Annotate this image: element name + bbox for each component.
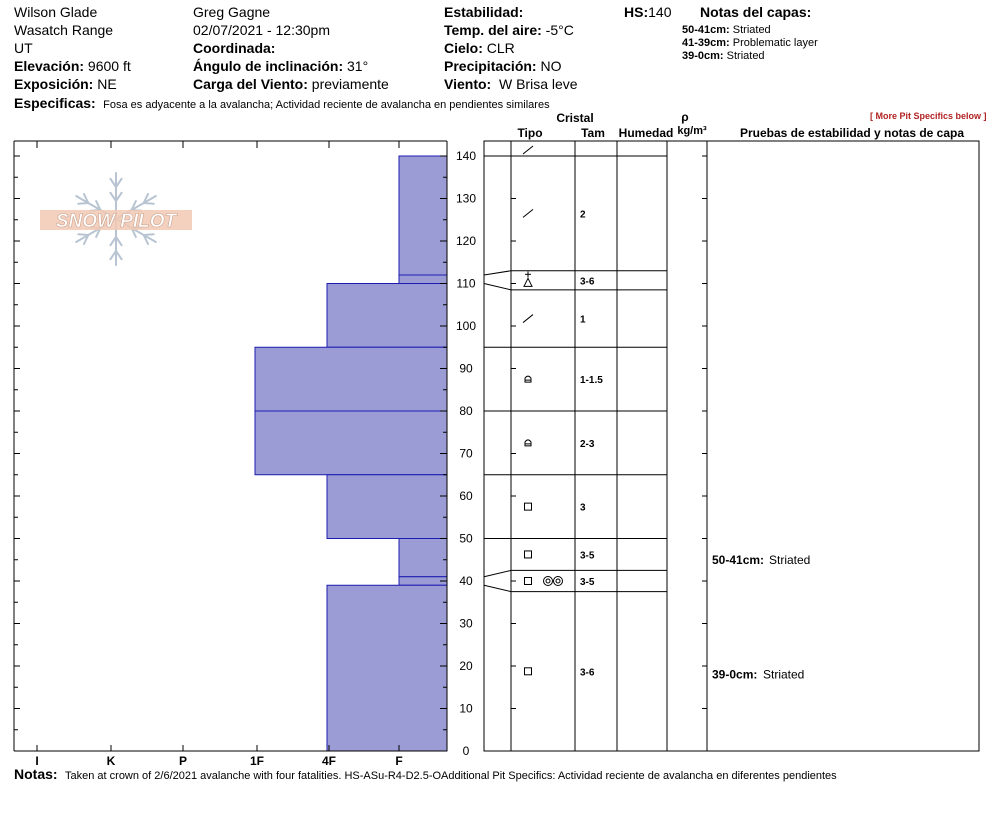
flake-branch xyxy=(78,203,88,204)
hardness-layer-bar xyxy=(399,577,447,586)
col-humedad: Humedad xyxy=(618,126,674,140)
logo-text: SNOW PILOT xyxy=(55,211,177,232)
grain-symbol-facet xyxy=(525,668,532,675)
grain-size-label: 3-5 xyxy=(580,550,595,562)
grain-size-label: 3-6 xyxy=(580,667,595,679)
grain-symbol-dash xyxy=(523,146,533,154)
grain-size-label: 3-5 xyxy=(580,577,595,588)
layer-note-text: Problematic layer xyxy=(732,37,818,49)
location: Wilson Glade xyxy=(14,4,98,20)
col-tipo: Tipo xyxy=(517,126,543,140)
observer: Greg Gagne xyxy=(193,4,271,20)
grain-symbol-melt xyxy=(544,577,553,586)
precip-label: Precipitación: xyxy=(444,58,537,74)
hardness-tick-label: 1F xyxy=(249,754,265,768)
table-frame xyxy=(484,141,979,751)
hardness-tick-label: K xyxy=(106,754,116,768)
stability-label: Estabilidad: xyxy=(444,4,524,20)
col-tests: Pruebas de estabilidad y notas de capa xyxy=(739,126,965,140)
grain-table xyxy=(484,141,979,751)
air-temp-label: Temp. del aire: xyxy=(444,22,542,38)
hardness-tick-label: F xyxy=(395,754,403,768)
grain-symbol-melt-inner xyxy=(546,579,550,583)
depth-tick-label: 40 xyxy=(459,574,473,588)
grain-symbol-facet xyxy=(525,578,532,585)
test-note-depth: 39-0cm: xyxy=(712,667,758,682)
hardness-tick-label: P xyxy=(178,754,188,768)
hardness-layer-bar xyxy=(399,275,447,284)
grain-symbol-rounded xyxy=(525,440,531,446)
sky-value: CLR xyxy=(486,40,515,56)
layer-boundary-connector xyxy=(484,284,511,290)
hs-value: 140 xyxy=(648,4,672,20)
hardness-tick-label: 4F xyxy=(321,754,337,768)
col-cristal: Cristal xyxy=(556,111,594,125)
depth-tick-label: 120 xyxy=(455,234,477,248)
layer-boundary-connector xyxy=(484,570,511,576)
depth-tick-label: 110 xyxy=(456,276,476,291)
test-note-text: Striated xyxy=(763,667,805,682)
grain-size-label: 1 xyxy=(580,314,586,326)
layer-note-depth: 41-39cm: xyxy=(682,37,730,49)
hardness-layer-bar xyxy=(399,539,447,577)
specifics-label: Especificas: xyxy=(14,95,96,111)
hardness-layer-bar xyxy=(327,475,447,539)
sky-label: Cielo: xyxy=(444,40,483,56)
air-temp-value: -5°C xyxy=(545,22,574,38)
grain-symbol-rounded xyxy=(525,376,531,382)
wind-load-label: Carga del Viento: xyxy=(193,76,308,92)
more-pit-specifics-link[interactable]: [ More Pit Specifics below ] xyxy=(870,111,987,121)
wind-label: Viento: xyxy=(444,76,492,92)
depth-tick-label: 0 xyxy=(462,744,470,758)
hardness-tick-label: I xyxy=(35,754,39,768)
layer-boundary-connector xyxy=(484,271,511,275)
range: Wasatch Range xyxy=(14,22,114,38)
wind-value: W Brisa leve xyxy=(498,76,578,92)
elevation-value: 9600 ft xyxy=(87,58,131,74)
depth-tick-label: 100 xyxy=(455,319,477,333)
grain-symbol-hoar xyxy=(524,278,532,286)
grain-symbol-melt-inner xyxy=(556,579,560,583)
coord-label: Coordinada: xyxy=(193,40,276,56)
depth-tick-label: 130 xyxy=(455,191,477,206)
datetime: 02/07/2021 - 12:30pm xyxy=(193,22,330,38)
specifics-text: Fosa es adyacente a la avalancha; Actividad reciente de avalancha en pendientes similares xyxy=(103,99,550,111)
grain-symbol-dash xyxy=(523,315,533,323)
grain-size-label: 2-3 xyxy=(580,438,595,450)
aspect-label: Exposición: xyxy=(14,76,94,92)
flake-branch xyxy=(78,234,88,235)
grain-symbol-melt xyxy=(554,577,563,586)
layer-boundary-connector xyxy=(484,585,511,591)
slope-value: 31° xyxy=(347,58,369,74)
hardness-layer-bar xyxy=(327,284,447,348)
depth-tick-label: 70 xyxy=(459,446,473,461)
hardness-layer-bar xyxy=(399,156,447,275)
depth-tick-label: 10 xyxy=(459,701,473,716)
depth-tick-label: 30 xyxy=(459,616,473,631)
depth-tick-label: 50 xyxy=(459,531,473,546)
elevation-label: Elevación: xyxy=(14,58,85,74)
grain-size-label: 3 xyxy=(580,502,586,514)
hardness-layer-bar xyxy=(255,411,447,475)
layer-note-depth: 39-0cm: xyxy=(682,50,724,62)
test-note-text: Striated xyxy=(769,552,811,567)
hardness-layer-bar xyxy=(255,347,447,411)
col-rho: ρ xyxy=(681,110,689,124)
hardness-profile xyxy=(255,156,447,751)
hs-label: HS: xyxy=(624,4,649,20)
depth-tick-label: 140 xyxy=(455,149,477,163)
col-tam: Tam xyxy=(581,126,605,140)
aspect-value: NE xyxy=(97,76,117,92)
test-note-depth: 50-41cm: xyxy=(712,552,765,567)
flake-branch xyxy=(144,203,154,204)
layer-note-depth: 50-41cm: xyxy=(682,24,730,36)
precip-value: NO xyxy=(540,58,562,74)
grain-size-label: 1-1.5 xyxy=(580,375,603,387)
depth-tick-label: 80 xyxy=(459,404,473,418)
grain-symbol-dash xyxy=(523,209,533,217)
layer-notes-title: Notas del capas: xyxy=(700,4,812,20)
footer-notes-label: Notas: xyxy=(14,766,58,782)
layer-note-text: Striated xyxy=(726,50,765,62)
wind-load-value: previamente xyxy=(311,76,389,92)
grain-size-label: 2 xyxy=(580,209,586,221)
col-density-unit: kg/m³ xyxy=(677,125,707,137)
grain-symbol-facet xyxy=(525,551,532,558)
depth-tick-label: 20 xyxy=(459,659,473,673)
grain-size-label: 3-6 xyxy=(580,276,595,288)
footer-notes-text: Taken at crown of 2/6/2021 avalanche with four fatalities. HS-ASu-R4-D2.5-OAdditional Pit Specifics: Actividad reciente de avalancha en diferentes pendientes xyxy=(65,770,837,782)
flake-branch xyxy=(144,234,154,235)
depth-tick-label: 90 xyxy=(459,361,473,376)
state: UT xyxy=(14,40,33,56)
layer-note-text: Striated xyxy=(732,24,771,36)
depth-tick-label: 60 xyxy=(459,489,473,503)
snowpilot-logo xyxy=(40,173,192,265)
hardness-layer-bar xyxy=(327,585,447,751)
slope-label: Ángulo de inclinación: xyxy=(193,58,344,74)
grain-symbol-facet xyxy=(525,503,532,510)
